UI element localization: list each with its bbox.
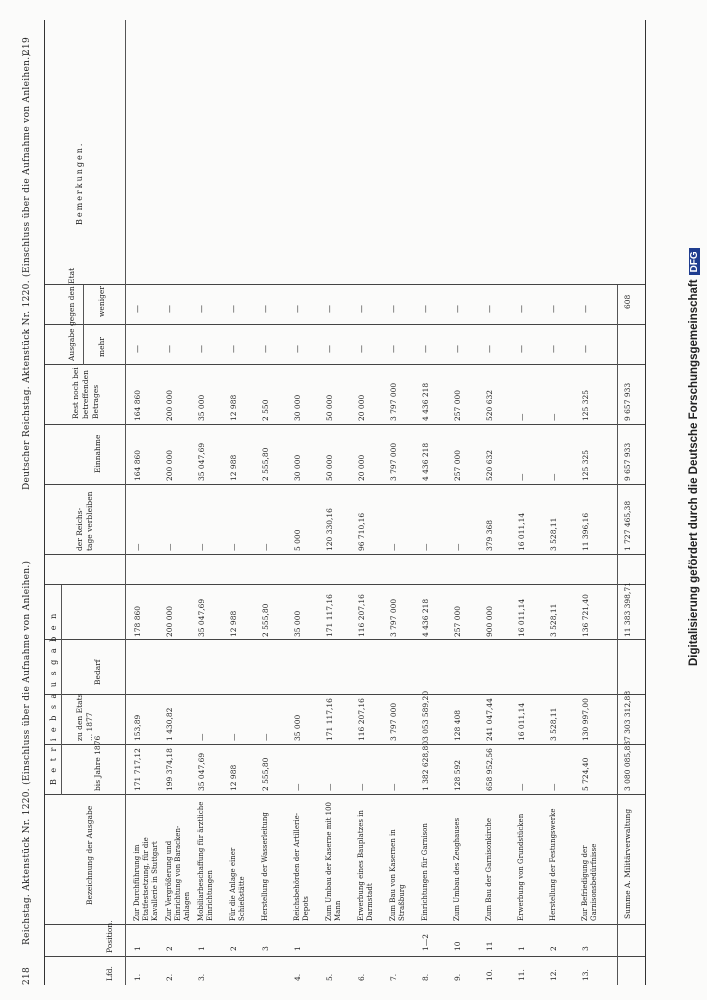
row-11-desc: Zum Bau der Garnisonkirche	[485, 817, 493, 921]
row-12-f: —	[517, 413, 526, 421]
row-14-c: 136 721,40	[581, 594, 590, 637]
row-0-a: 171 717,12	[133, 748, 142, 791]
row-13-e: —	[549, 473, 558, 481]
row-1-c: 200 000	[165, 605, 174, 637]
row-9-a: 1 382 628,80	[421, 740, 430, 791]
row-0-d: —	[133, 543, 142, 551]
row-5-weniger-dash: —	[293, 305, 302, 313]
row-5-pos: 1	[293, 946, 302, 951]
row-10-pos: 10	[453, 941, 462, 951]
row-7-desc: Erwerbung eines Bauplatzes in Darmstadt	[357, 810, 374, 921]
row-11-d: 379 368	[485, 519, 494, 551]
col-mehr: mehr	[97, 337, 106, 357]
row-6-a: —	[325, 783, 334, 791]
col-rest: Rest noch bei betreffenden Betrages	[71, 367, 100, 419]
dfg-notice: Digitalisierung gefördert durch die Deutsche Forschungsgemeinschaft	[688, 279, 700, 666]
row-11-mehr-dash: —	[485, 345, 494, 353]
row-4-mehr-dash: —	[261, 345, 270, 353]
row-1-f: 200 000	[165, 389, 174, 421]
row-10-a: 128 592	[453, 759, 462, 791]
row-10-d: —	[453, 543, 462, 551]
row-5-f: 30 000	[293, 394, 302, 421]
row-6-mehr-dash: —	[325, 345, 334, 353]
row-11-pos: 11	[485, 941, 494, 951]
row-8-e: 3 797 000	[389, 442, 398, 481]
row-5-c: 35 000	[293, 610, 302, 637]
row-5-mehr-dash: —	[293, 345, 302, 353]
row-1-a: 199 374,18	[165, 748, 174, 791]
row-1-pos: 2	[165, 946, 174, 951]
row-4-c: 2 555,80	[261, 603, 270, 637]
row-5-lfd: 4.	[293, 973, 302, 981]
row-4-pos: 3	[261, 946, 270, 951]
row-11-e: 520 632	[485, 449, 494, 481]
row-8-mehr-dash: —	[389, 345, 398, 353]
right-header: Deutscher Reichstag. Aktenstück Nr. 1220. (Einschluss über die Aufnahme von Anleihen.)	[22, 52, 32, 490]
row-2-pos: 1	[197, 946, 206, 951]
row-8-d: —	[389, 543, 398, 551]
row-0-lfd: 1.	[133, 973, 142, 981]
row-6-d: 120 330,16	[325, 508, 334, 551]
row-0-pos: 1	[133, 946, 142, 951]
row-12-mehr-dash: —	[517, 345, 526, 353]
row-10-e: 257 000	[453, 449, 462, 481]
col-group-title: B e t r i e b s a u s g a b e n	[49, 611, 58, 785]
totals-g: 608	[623, 294, 632, 309]
row-1-d: —	[165, 543, 174, 551]
col-bedarf: Bedarf	[93, 659, 102, 685]
row-10-lfd: 9.	[453, 973, 462, 981]
row-6-desc: Zum Umbau der Kaserne mit 100 Mann	[325, 802, 342, 921]
row-0-desc: Zur Durchführung im Etatfestsetzung, für die Kavallerie in Stuttgart	[133, 837, 159, 921]
row-14-desc: Zur Befriedigung der Garnisonsbedürfnisse	[581, 843, 598, 921]
row-2-c: 35 047,69	[197, 598, 206, 637]
row-8-weniger-dash: —	[389, 305, 398, 313]
row-6-lfd: 5.	[325, 973, 334, 981]
row-8-desc: Zum Bau von Kasernen in Straßburg	[389, 829, 406, 921]
row-14-f: 125 325	[581, 389, 590, 421]
row-14-pos: 3	[581, 946, 590, 951]
row-2-a: 35 047,69	[197, 752, 206, 791]
col-mehr-weniger: Ausgabe gegen den Etat	[67, 267, 76, 361]
row-9-weniger-dash: —	[421, 305, 430, 313]
row-13-weniger-dash: —	[549, 305, 558, 313]
row-6-e: 50 000	[325, 454, 334, 481]
col-bemerkungen: Bemerkungen.	[75, 141, 84, 225]
row-3-d: —	[229, 543, 238, 551]
row-13-d: 3 528,11	[549, 517, 558, 551]
row-2-mehr-dash: —	[197, 345, 206, 353]
row-11-weniger-dash: —	[485, 305, 494, 313]
row-3-desc: Für die Anlage einer Schießstätte	[229, 847, 246, 921]
row-3-e: 12 988	[229, 454, 238, 481]
dfg-watermark	[688, 6, 703, 666]
row-3-f: 12 988	[229, 394, 238, 421]
row-1-mehr-dash: —	[165, 345, 174, 353]
row-9-pos: 1—2	[421, 933, 430, 951]
row-7-b: 116 207,16	[357, 698, 366, 741]
row-8-c: 3 797 000	[389, 598, 398, 637]
row-11-b: 241 047,44	[485, 698, 494, 741]
row-9-mehr-dash: —	[421, 345, 430, 353]
row-7-f: 20 000	[357, 394, 366, 421]
row-11-f: 520 632	[485, 389, 494, 421]
row-14-lfd: 13.	[581, 969, 590, 981]
row-8-b: 3 797 000	[389, 702, 398, 741]
row-2-d: —	[197, 543, 206, 551]
col-position: Position.	[105, 920, 114, 953]
row-14-d: 11 396,16	[581, 512, 590, 551]
row-9-lfd: 8.	[421, 973, 430, 981]
totals-b: 7 303 312,88	[623, 690, 632, 741]
row-6-c: 171 117,16	[325, 594, 334, 637]
row-6-weniger-dash: —	[325, 305, 334, 313]
row-6-b: 171 117,16	[325, 698, 334, 741]
row-2-b: —	[197, 733, 206, 741]
row-2-weniger-dash: —	[197, 305, 206, 313]
row-12-d: 16 011,14	[517, 512, 526, 551]
budget-table	[44, 20, 646, 985]
row-5-e: 30 000	[293, 454, 302, 481]
row-5-desc: Reichsbehörden der Artillerie-Depots	[293, 812, 310, 921]
row-10-b: 128 408	[453, 709, 462, 741]
totals-d: 1 727 465,38	[623, 500, 632, 551]
row-3-c: 12 988	[229, 610, 238, 637]
row-12-c: 16 011,14	[517, 598, 526, 637]
row-13-pos: 2	[549, 946, 558, 951]
row-8-f: 3 797 000	[389, 382, 398, 421]
row-5-a: —	[293, 783, 302, 791]
row-11-lfd: 10.	[485, 969, 494, 981]
row-2-f: 35 000	[197, 394, 206, 421]
row-1-e: 200 000	[165, 449, 174, 481]
row-0-f: 164 860	[133, 389, 142, 421]
row-12-b: 16 011,14	[517, 702, 526, 741]
row-13-b: 3 528,11	[549, 707, 558, 741]
totals-f: 9 657 933	[623, 382, 632, 421]
row-4-weniger-dash: —	[261, 305, 270, 313]
totals-e: 9 657 933	[623, 442, 632, 481]
col-verbleiben: der Reichs- tage verbleiben	[75, 491, 94, 551]
row-11-a: 658 952,56	[485, 748, 494, 791]
col-lfd: Lfd.	[105, 966, 114, 981]
row-4-f: 2 550	[261, 399, 270, 421]
row-14-b: 130 997,00	[581, 698, 590, 741]
row-9-desc: Einrichtungen für Garnison	[421, 823, 429, 921]
row-3-weniger-dash: —	[229, 305, 238, 313]
row-9-b: 3 053 589,20	[421, 690, 430, 741]
row-13-f: —	[549, 413, 558, 421]
row-2-desc: Mobiliarbeschaffung für ärztliche Einrichtungen	[197, 801, 214, 921]
row-13-mehr-dash: —	[549, 345, 558, 353]
row-9-f: 4 436 218	[421, 382, 430, 421]
row-0-mehr-dash: —	[133, 345, 142, 353]
left-header: Reichstag. Aktenstück Nr. 1220. (Einschluss über die Aufnahme von Anleihen.)	[22, 560, 32, 945]
row-3-b: —	[229, 733, 238, 741]
row-3-mehr-dash: —	[229, 345, 238, 353]
row-10-desc: Zum Umbau des Zeughauses	[453, 817, 461, 921]
row-14-e: 125 325	[581, 449, 590, 481]
right-page-number: 219	[22, 36, 32, 55]
row-10-weniger-dash: —	[453, 305, 462, 313]
row-12-desc: Erwerbung von Grundstücken	[517, 813, 525, 921]
row-9-d: —	[421, 543, 430, 551]
left-page-number: 218	[22, 966, 32, 985]
col-weniger: weniger	[97, 286, 106, 317]
row-11-c: 900 000	[485, 605, 494, 637]
row-7-c: 116 207,16	[357, 594, 366, 637]
row-4-a: 2 555,80	[261, 757, 270, 791]
row-7-e: 20 000	[357, 454, 366, 481]
totals-label: Summe A. Militärverwaltung	[623, 808, 632, 919]
totals-a: 3 080 085,83	[623, 740, 632, 791]
row-1-b: 1 430,82	[165, 707, 174, 741]
col-bezeichnung: Bezeichnung der Ausgabe	[85, 805, 94, 905]
row-7-mehr-dash: —	[357, 345, 366, 353]
col-einnahme: Einnahme	[93, 434, 102, 473]
row-5-d: 5 000	[293, 529, 302, 551]
row-7-a: —	[357, 783, 366, 791]
row-1-desc: Zur Vergrößerung und Einrichtung von Baracken-Anlagen	[165, 825, 191, 921]
row-12-a: —	[517, 783, 526, 791]
row-3-a: 12 988	[229, 764, 238, 791]
row-12-e: —	[517, 473, 526, 481]
row-4-desc: Herstellung der Wasserleitung	[261, 812, 269, 921]
row-14-weniger-dash: —	[581, 305, 590, 313]
row-8-lfd: 7.	[389, 973, 398, 981]
row-0-b: 153,89	[133, 714, 142, 741]
row-2-e: 35 047,69	[197, 442, 206, 481]
row-12-lfd: 11.	[517, 969, 526, 981]
row-8-a: —	[389, 783, 398, 791]
row-13-a: —	[549, 783, 558, 791]
row-0-e: 164 860	[133, 449, 142, 481]
row-9-c: 4 436 218	[421, 598, 430, 637]
row-12-weniger-dash: —	[517, 305, 526, 313]
row-4-e: 2 555,80	[261, 447, 270, 481]
totals-c: 11 383 398,71	[623, 582, 632, 637]
row-4-d: —	[261, 543, 270, 551]
rotated-table-spread	[18, 20, 658, 985]
page-header	[18, 20, 40, 985]
row-4-b: —	[261, 733, 270, 741]
row-13-lfd: 12.	[549, 969, 558, 981]
row-7-lfd: 6.	[357, 973, 366, 981]
row-7-weniger-dash: —	[357, 305, 366, 313]
row-14-a: 5 724,40	[581, 757, 590, 791]
row-10-f: 257 000	[453, 389, 462, 421]
row-12-pos: 1	[517, 946, 526, 951]
row-1-lfd: 2.	[165, 973, 174, 981]
row-0-weniger-dash: —	[133, 305, 142, 313]
row-13-c: 3 528,11	[549, 603, 558, 637]
row-6-f: 50 000	[325, 394, 334, 421]
dfg-logo: DFG	[689, 248, 700, 275]
col-nach-etat: zu den Etats ... 1877	[75, 693, 94, 741]
row-10-mehr-dash: —	[453, 345, 462, 353]
row-2-lfd: 3.	[197, 973, 206, 981]
row-9-e: 4 436 218	[421, 442, 430, 481]
row-5-b: 35 000	[293, 714, 302, 741]
row-1-weniger-dash: —	[165, 305, 174, 313]
row-13-desc: Herstellung der Festungswerke	[549, 808, 557, 921]
col-bis-jahre: bis Jahre 1876	[93, 735, 102, 791]
row-7-d: 96 710,16	[357, 512, 366, 551]
row-10-c: 257 000	[453, 605, 462, 637]
row-14-mehr-dash: —	[581, 345, 590, 353]
row-3-pos: 2	[229, 946, 238, 951]
row-0-c: 178 860	[133, 605, 142, 637]
